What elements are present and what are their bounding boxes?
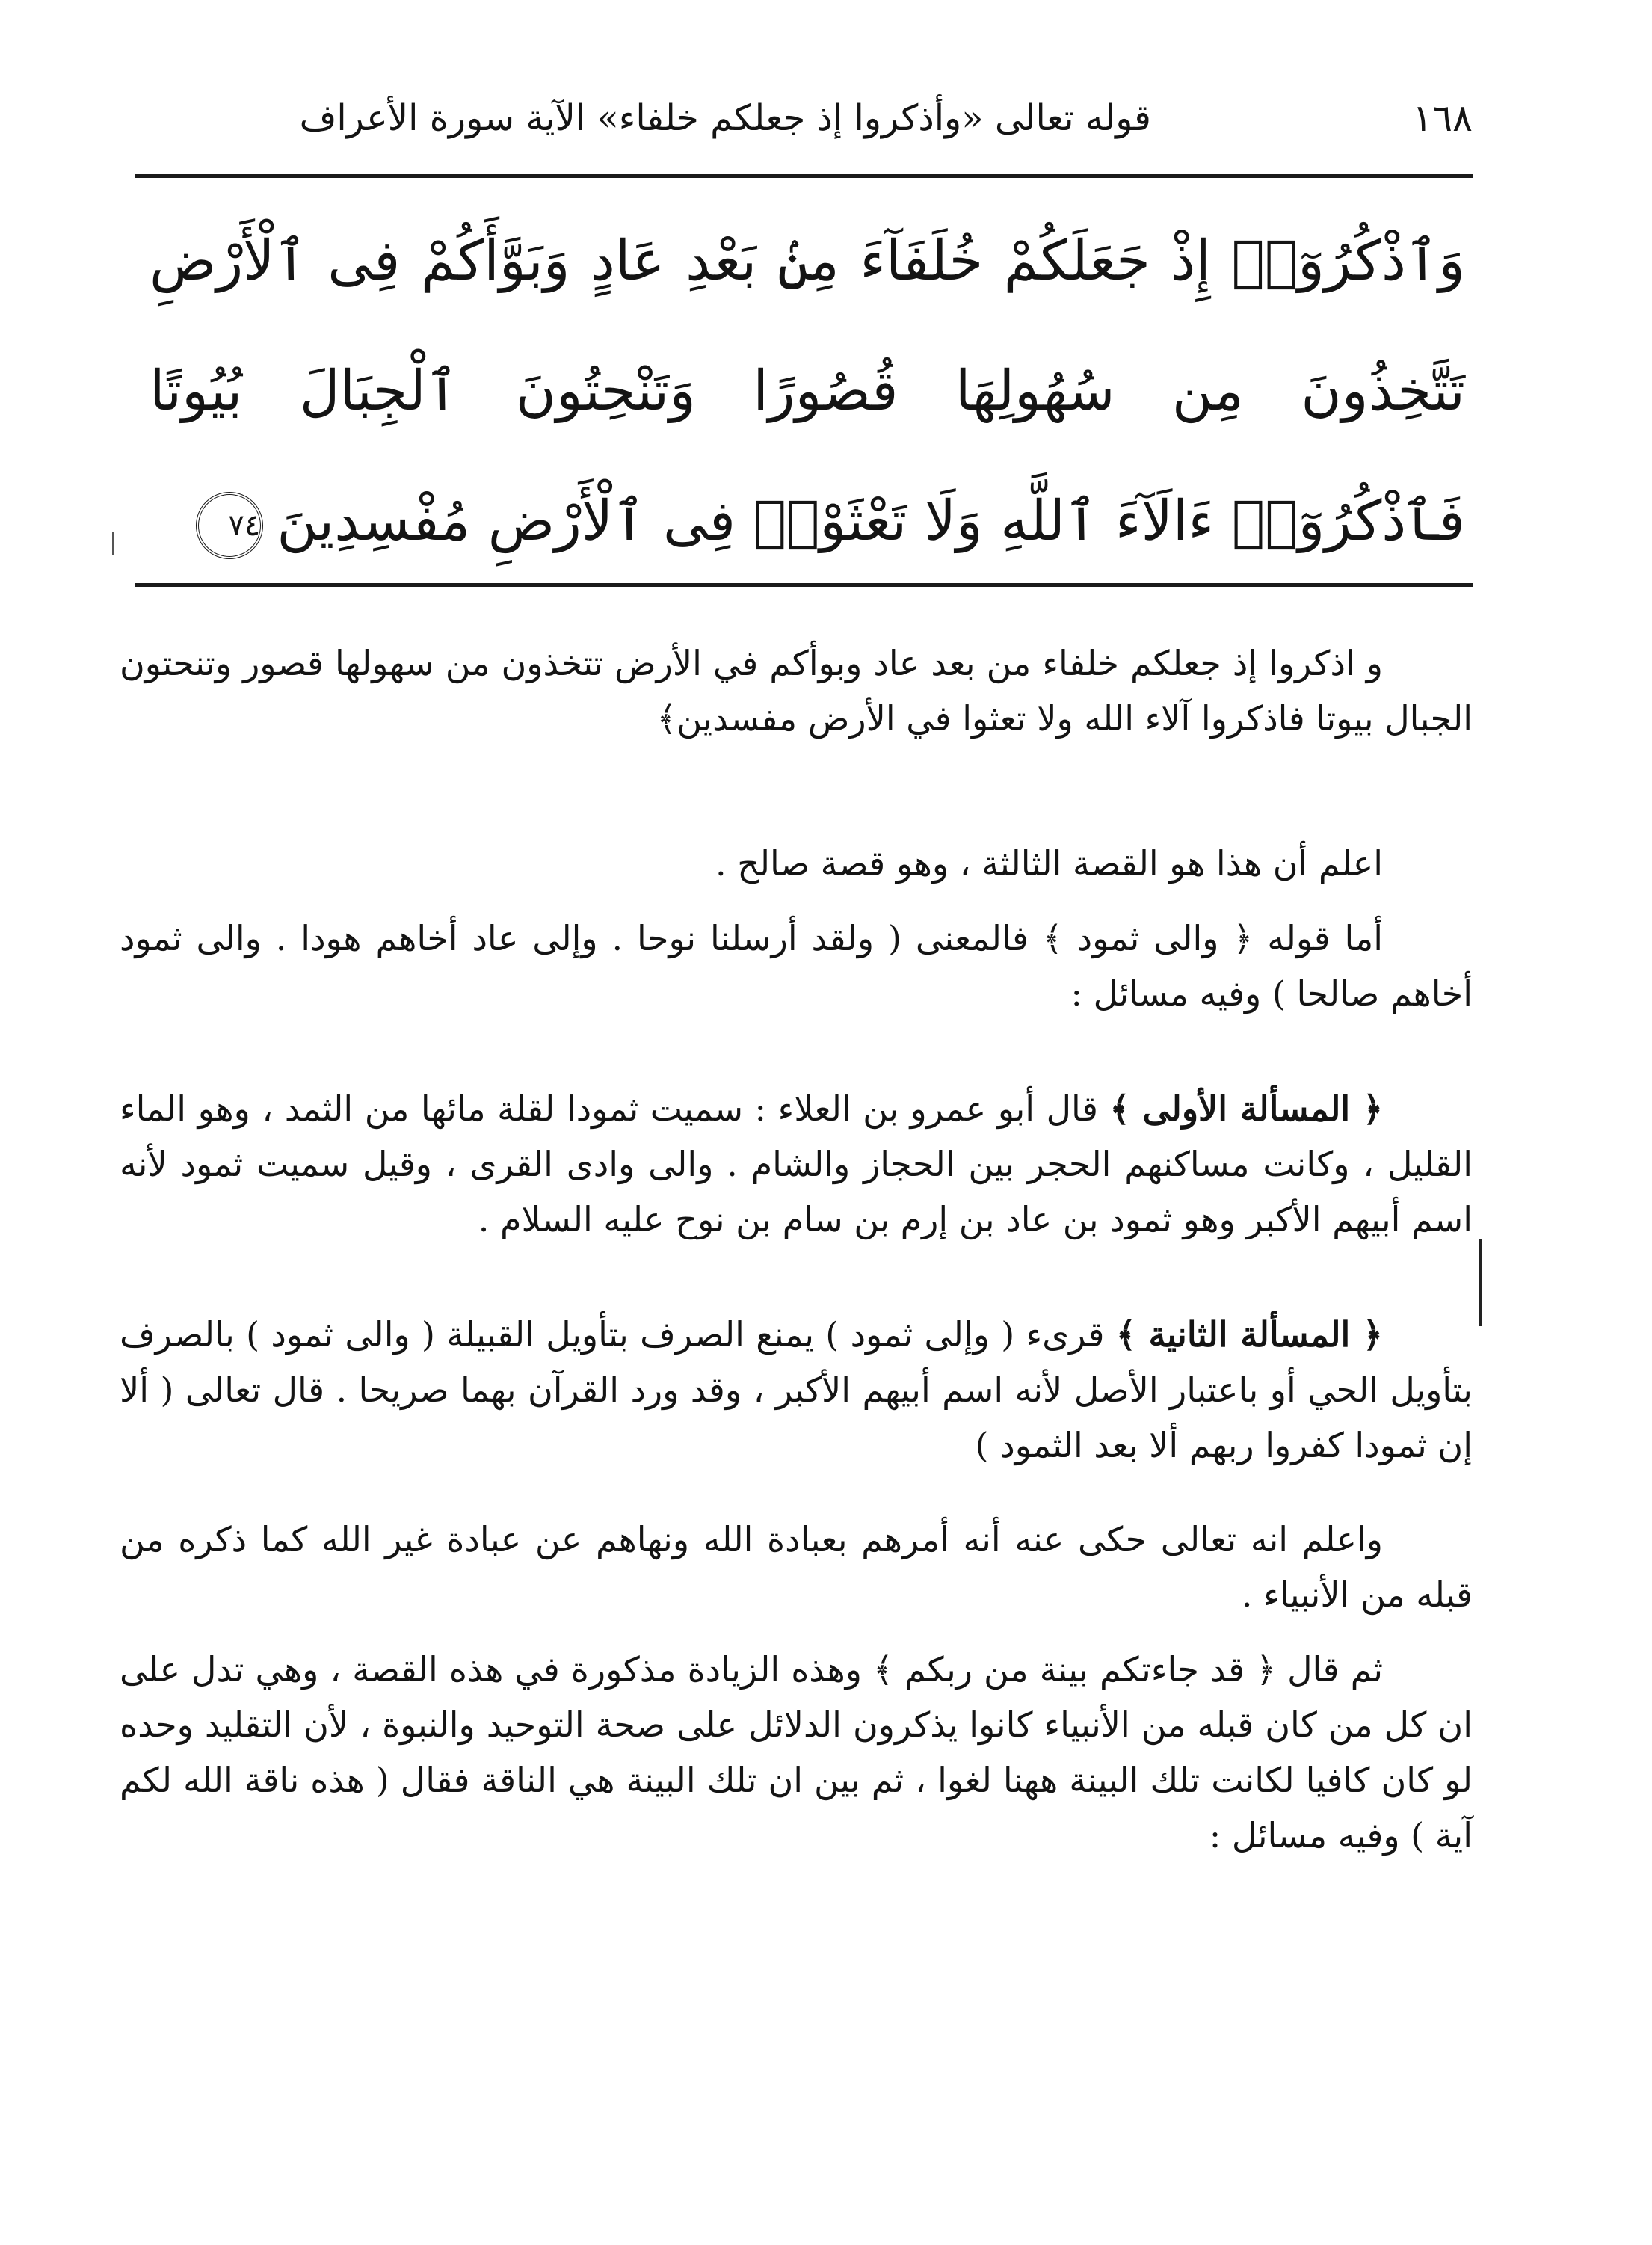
thumma-qal-paragraph: ثم قال ﴿ قد جاءتكم بينة من ربكم ﴾ وهذه الزيادة مذكورة في هذه القصة ، وهي تدل على ان كل من كان قبله من الأنبياء كانوا يذكرون الدلائل على صحة التوحيد والنبوة ، لأن التقليد وحده لو كان كافيا لكانت تلك البينة ههنا لغوا ، ثم بين ان تلك البينة هي الناقة فقال ( هذه ناقة الله لكم آية ) وفيه مسائل : — [120, 1649, 1473, 1856]
page-header — [135, 88, 1473, 148]
top-divider — [135, 174, 1473, 178]
verse-plain-paragraph: و اذكروا إذ جعلكم خلفاء من بعد عاد وبوأكم في الأرض تتخذون من سهولها قصور وتنحتون الجبال بيوتا فاذكروا آلاء الله ولا تعثوا في الأرض مفسدين﴾ — [120, 643, 1473, 739]
masala-2-title: ﴿ المسألة الثانية ﴾ — [1115, 1314, 1384, 1355]
masala-1-text: قال أبو عمرو بن العلاء : سميت ثمودا لقلة مائها من الثمد ، وهو الماء القليل ، وكانت مساكنهم الحجر بين الحجاز والشام . والى وادى القرى ، وقيل سميت ثمود لأنه اسم أبيهم الأكبر وهو ثمود بن عاد بن إرم بن سام بن نوح عليه السلام . — [120, 1088, 1473, 1239]
masala-2-text: قرىء ( وإلى ثمود ) يمنع الصرف بتأويل القبيلة ( والى ثمود ) بالصرف بتأويل الحي أو باعتبار الأصل لأنه اسم أبيهم الأكبر ، وقد ورد القرآن بهما صريحا . قال تعالى ( ألا إن ثمودا كفروا ربهم ألا بعد الثمود ) — [120, 1314, 1473, 1465]
quran-verse-text: وَٱذْكُرُوٓا۟ إِذْ جَعَلَكُمْ خُلَفَآءَ مِنۢ بَعْدِ عَادٍ وَبَوَّأَكُمْ فِى ٱلْأَرْضِ تَتَّخِذُونَ مِن سُهُولِهَا قُصُورًا وَتَنْحِتُونَ ٱلْجِبَالَ بُيُوتًا فَٱذْكُرُوٓا۟ ءَالَآءَ ٱللَّهِ وَلَا تَعْثَوْا۟ فِى ٱلْأَرْضِ مُفْسِدِينَ — [150, 229, 1465, 553]
bottom-divider — [135, 583, 1473, 587]
page-number: ١٦٨ — [1412, 96, 1473, 140]
ayah-number-marker: ٧٤ — [196, 492, 263, 559]
scan-mark — [112, 532, 114, 555]
masala-2-paragraph — [120, 1307, 1473, 1473]
masala-1-paragraph — [120, 1081, 1473, 1247]
qawluhu-paragraph: أما قوله ﴿ والى ثمود ﴾ فالمعنى ( ولقد أرسلنا نوحا . وإلى عاد أخاهم هودا . والى ثمود أخاهم صالحا ) وفيه مسائل : — [120, 918, 1473, 1014]
commentary-text — [120, 635, 1473, 1863]
margin-mark — [1479, 1239, 1482, 1326]
waalam-paragraph: واعلم انه تعالى حكى عنه أنه أمرهم بعبادة الله ونهاهم عن عبادة غير الله كما ذكره من قبله من الأنبياء . — [120, 1519, 1473, 1615]
masala-1-title: ﴿ المسألة الأولى ﴾ — [1109, 1088, 1384, 1129]
running-title: قوله تعالى «وأذكروا إذ جعلكم خلفاء» الآية سورة الأعراف — [299, 97, 1151, 139]
intro-paragraph: اعلم أن هذا هو القصة الثالثة ، وهو قصة صالح . — [715, 843, 1383, 884]
quran-verse-block — [150, 196, 1465, 586]
